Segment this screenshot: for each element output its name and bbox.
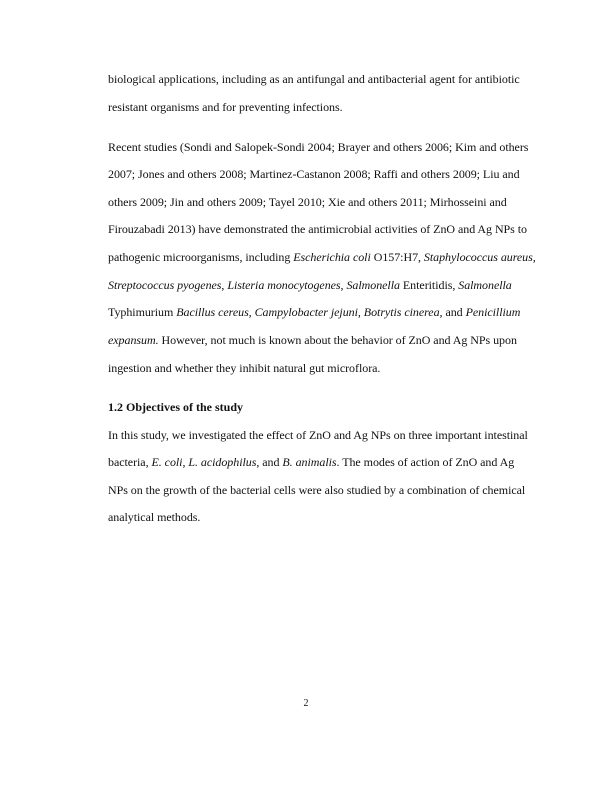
text-line: [108, 278, 512, 292]
text-line: [108, 455, 514, 469]
text-line: [108, 305, 520, 319]
text-run: , and: [256, 455, 283, 469]
italic-text-run: expansum.: [108, 333, 159, 347]
text-line: [108, 100, 343, 114]
text-line: [108, 510, 200, 524]
text-run: pathogenic microorganisms, including: [108, 250, 294, 264]
italic-text-run: L. acidophilus: [188, 455, 257, 469]
text-run: biological applications, including as an antifungal and antibacterial agent for antibiotic: [108, 72, 520, 86]
text-run: NPs on the growth of the bacterial cells were also studied by a combination of chemical: [108, 483, 526, 497]
italic-text-run: Penicillium: [465, 305, 521, 319]
text-line: [108, 483, 525, 497]
italic-text-run: Salmonella: [458, 278, 512, 292]
text-run: ,: [221, 278, 228, 292]
italic-text-run: Escherichia coli: [293, 250, 371, 264]
text-line: [108, 167, 520, 181]
italic-text-run: Staphylococcus aureus,: [423, 250, 536, 264]
text-line: [108, 222, 527, 236]
text-run: Firouzabadi 2013) have demonstrated the antimicrobial activities of ZnO and Ag NPs to: [108, 222, 527, 236]
text-line: [108, 195, 507, 209]
text-line: [108, 140, 528, 154]
italic-text-run: B. animalis: [282, 455, 337, 469]
italic-text-run: E. coli: [151, 455, 183, 469]
section-heading: 1.2 Objectives of the study: [108, 400, 243, 414]
text-line: [108, 428, 528, 442]
text-run: Recent studies (Sondi and Salopek-Sondi 2004; Brayer and others 2006; Kim and others: [108, 140, 529, 154]
text-line: [108, 333, 517, 347]
text-run: In this study, we investigated the effect of ZnO and Ag NPs on three important intestinal: [108, 428, 528, 442]
text-run: analytical methods.: [108, 510, 201, 524]
italic-text-run: Listeria monocytogenes, Salmonella: [227, 278, 400, 292]
text-run: and: [442, 305, 466, 319]
text-run: However, not much is known about the behavior of ZnO and Ag NPs upon: [158, 333, 517, 347]
text-run: ingestion and whether they inhibit natural gut microflora.: [108, 361, 381, 375]
text-run: bacteria,: [108, 455, 152, 469]
text-run: resistant organisms and for preventing infections.: [108, 100, 343, 114]
text-run: O157:H7,: [370, 250, 424, 264]
text-line: [108, 72, 520, 86]
text-run: ,: [182, 455, 189, 469]
text-line: [108, 361, 380, 375]
page-number: 2: [303, 698, 309, 709]
italic-text-run: Streptococcus pyogenes: [108, 278, 222, 292]
text-line: [108, 250, 536, 264]
text-run: Enteritidis,: [399, 278, 459, 292]
text-run: 2007; Jones and others 2008; Martinez-Castanon 2008; Raffi and others 2009; Liu and: [108, 167, 520, 181]
text-run: Typhimurium: [108, 305, 177, 319]
text-run: others 2009; Jin and others 2009; Tayel 2010; Xie and others 2011; Mirhosseini and: [108, 195, 507, 209]
text-run: . The modes of action of ZnO and Ag: [336, 455, 515, 469]
italic-text-run: Bacillus cereus, Campylobacter jejuni, Botrytis cinerea,: [176, 305, 443, 319]
